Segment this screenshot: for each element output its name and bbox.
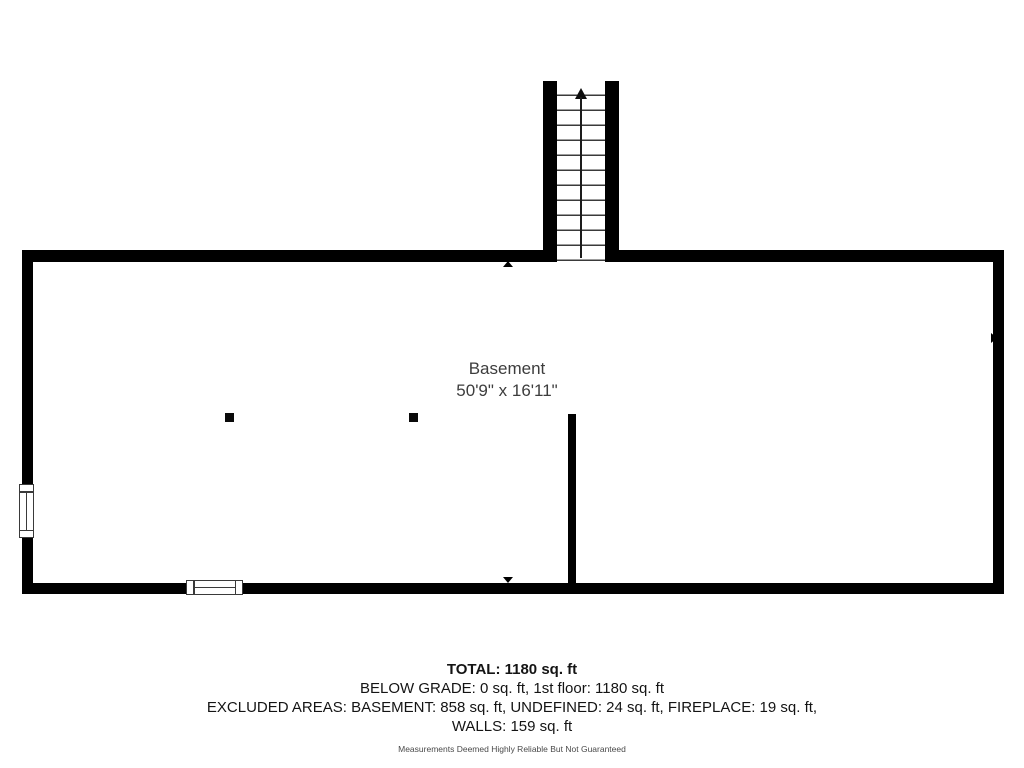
wall-top-left-segment xyxy=(22,250,557,262)
dimension-arrow-down-icon xyxy=(503,577,513,583)
below-grade-line: BELOW GRADE: 0 sq. ft, 1st floor: 1180 sq. ft xyxy=(359,680,664,697)
wall-left xyxy=(22,250,33,594)
room-name: Basement xyxy=(468,359,546,378)
staircase xyxy=(557,81,605,262)
interior-partition-wall xyxy=(568,414,576,583)
walls-area-line: WALLS: 159 sq. ft xyxy=(451,718,573,735)
window-symbol-bottom-wall xyxy=(186,580,243,595)
stair-wall-right xyxy=(605,81,619,262)
dimension-arrow-left-icon xyxy=(27,333,33,343)
window-pane-line xyxy=(26,492,28,530)
room-label xyxy=(0,358,1014,402)
excluded-areas-line: EXCLUDED AREAS: BASEMENT: 858 sq. ft, UNDEFINED: 24 sq. ft, FIREPLACE: 19 sq. ft, xyxy=(206,699,818,716)
wall-right xyxy=(993,250,1004,594)
dimension-arrow-up-icon xyxy=(503,261,513,267)
total-area-line: TOTAL: 1180 sq. ft xyxy=(446,661,578,678)
stair-wall-left xyxy=(543,81,557,262)
wall-bottom xyxy=(22,583,1004,594)
dimension-arrow-right-icon xyxy=(991,333,997,343)
support-post xyxy=(409,413,418,422)
stair-center-line xyxy=(580,97,582,258)
area-summary xyxy=(0,660,1024,754)
support-post xyxy=(225,413,234,422)
window-pane-line xyxy=(194,587,235,589)
room-dimensions: 50'9" x 16'11" xyxy=(456,381,558,400)
wall-top-right-segment xyxy=(605,250,1004,262)
window-symbol-left-wall xyxy=(19,484,34,538)
measurement-disclaimer: Measurements Deemed Highly Reliable But Not Guaranteed xyxy=(398,744,626,754)
